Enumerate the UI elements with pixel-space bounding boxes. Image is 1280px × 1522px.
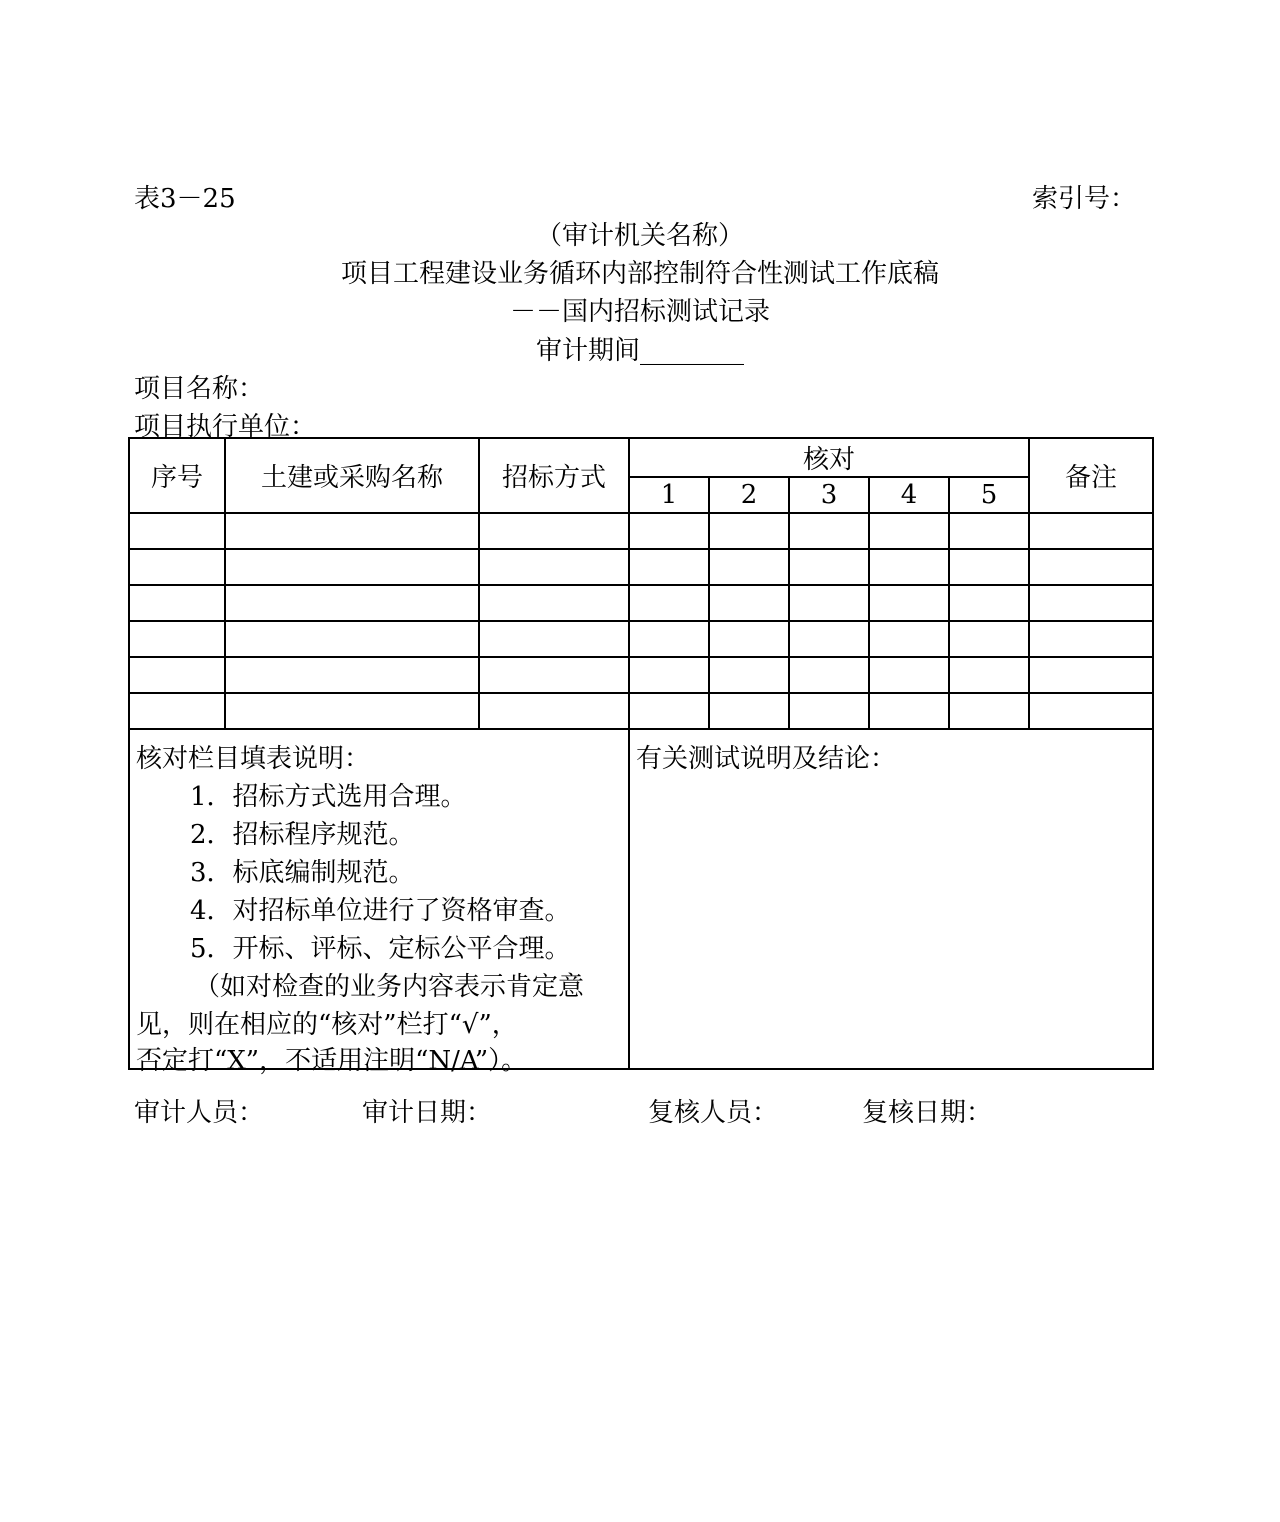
cell-check[interactable] (629, 693, 709, 729)
cell-check[interactable] (709, 585, 789, 621)
cell-remark[interactable] (1029, 513, 1153, 549)
conclusion-cell[interactable] (629, 729, 1153, 1069)
cell-check[interactable] (869, 693, 949, 729)
cell-method[interactable] (479, 693, 629, 729)
table-row (129, 513, 1153, 549)
cell-check[interactable] (789, 585, 869, 621)
cell-check[interactable] (709, 657, 789, 693)
instruction-item-1: 1．招标方式选用合理。 (190, 782, 467, 812)
cell-name[interactable] (225, 513, 479, 549)
header-check: 核对 (629, 438, 1029, 477)
table-row (129, 549, 1153, 585)
table-row (129, 657, 1153, 693)
instruction-note-2: 见，则在相应的“核对”栏打“√”， (136, 1010, 518, 1040)
cell-seq[interactable] (129, 585, 225, 621)
table-row (129, 621, 1153, 657)
cell-check[interactable] (949, 693, 1029, 729)
header-method: 招标方式 (479, 438, 629, 513)
cell-name[interactable] (225, 549, 479, 585)
cell-name[interactable] (225, 621, 479, 657)
review-date-label: 复核日期： (862, 1098, 993, 1128)
instruction-note-3: 否定打“X”，不适用注明“N/A”）。 (136, 1046, 528, 1076)
cell-check[interactable] (709, 693, 789, 729)
cell-method[interactable] (479, 657, 629, 693)
instruction-item-2: 2．招标程序规范。 (190, 820, 415, 850)
cell-check[interactable] (949, 657, 1029, 693)
instructions-cell (129, 729, 629, 1076)
cell-name[interactable] (225, 657, 479, 693)
check-col-3: 3 (789, 477, 869, 513)
check-col-5: 5 (949, 477, 1029, 513)
header-remark: 备注 (1029, 438, 1153, 513)
cell-remark[interactable] (1029, 549, 1153, 585)
cell-check[interactable] (949, 621, 1029, 657)
cell-check[interactable] (869, 621, 949, 657)
cell-remark[interactable] (1029, 585, 1153, 621)
conclusion-title: 有关测试说明及结论： (636, 744, 897, 774)
cell-remark[interactable] (1029, 657, 1153, 693)
reviewer-label: 复核人员： (648, 1098, 779, 1128)
instructions-title: 核对栏目填表说明： (136, 744, 371, 774)
cell-check[interactable] (629, 585, 709, 621)
audit-period: 审计期间________ (535, 336, 744, 366)
cell-check[interactable] (709, 621, 789, 657)
cell-check[interactable] (629, 657, 709, 693)
table-row (129, 585, 1153, 621)
cell-method[interactable] (479, 621, 629, 657)
auditor-label: 审计人员： (134, 1098, 265, 1128)
cell-name[interactable] (225, 585, 479, 621)
cell-remark[interactable] (1029, 693, 1153, 729)
index-label: 索引号： (1032, 184, 1137, 214)
instruction-item-3: 3．标底编制规范。 (190, 858, 415, 888)
project-unit-label: 项目执行单位： (134, 412, 317, 442)
cell-check[interactable] (949, 513, 1029, 549)
cell-check[interactable] (789, 657, 869, 693)
cell-method[interactable] (479, 585, 629, 621)
cell-seq[interactable] (129, 621, 225, 657)
cell-check[interactable] (789, 513, 869, 549)
check-col-2: 2 (709, 477, 789, 513)
cell-seq[interactable] (129, 513, 225, 549)
cell-check[interactable] (869, 513, 949, 549)
test-record-table (128, 437, 1154, 1076)
cell-check[interactable] (709, 513, 789, 549)
cell-check[interactable] (869, 585, 949, 621)
check-col-1: 1 (629, 477, 709, 513)
cell-check[interactable] (869, 549, 949, 585)
agency-title: （审计机关名称） (535, 221, 744, 251)
cell-check[interactable] (869, 657, 949, 693)
cell-check[interactable] (629, 621, 709, 657)
cell-seq[interactable] (129, 657, 225, 693)
instruction-note-1: （如对检查的业务内容表示肯定意 (194, 972, 585, 1002)
cell-check[interactable] (709, 549, 789, 585)
cell-check[interactable] (789, 621, 869, 657)
cell-check[interactable] (629, 549, 709, 585)
cell-remark[interactable] (1029, 621, 1153, 657)
header-seq: 序号 (129, 438, 225, 513)
project-name-label: 项目名称： (134, 374, 265, 404)
cell-check[interactable] (789, 549, 869, 585)
cell-check[interactable] (629, 513, 709, 549)
cell-check[interactable] (949, 585, 1029, 621)
cell-check[interactable] (789, 693, 869, 729)
cell-check[interactable] (949, 549, 1029, 585)
page-subtitle: －－国内招标测试记录 (509, 297, 770, 327)
cell-seq[interactable] (129, 549, 225, 585)
audit-date-label: 审计日期： (362, 1098, 493, 1128)
table-number: 表3－25 (134, 184, 236, 214)
cell-seq[interactable] (129, 693, 225, 729)
instruction-item-5: 5．开标、评标、定标公平合理。 (190, 934, 571, 964)
table-row (129, 693, 1153, 729)
cell-method[interactable] (479, 513, 629, 549)
check-col-4: 4 (869, 477, 949, 513)
instruction-item-4: 4．对招标单位进行了资格审查。 (190, 896, 571, 926)
header-name: 土建或采购名称 (225, 438, 479, 513)
cell-name[interactable] (225, 693, 479, 729)
page-title: 项目工程建设业务循环内部控制符合性测试工作底稿 (340, 259, 939, 289)
cell-method[interactable] (479, 549, 629, 585)
